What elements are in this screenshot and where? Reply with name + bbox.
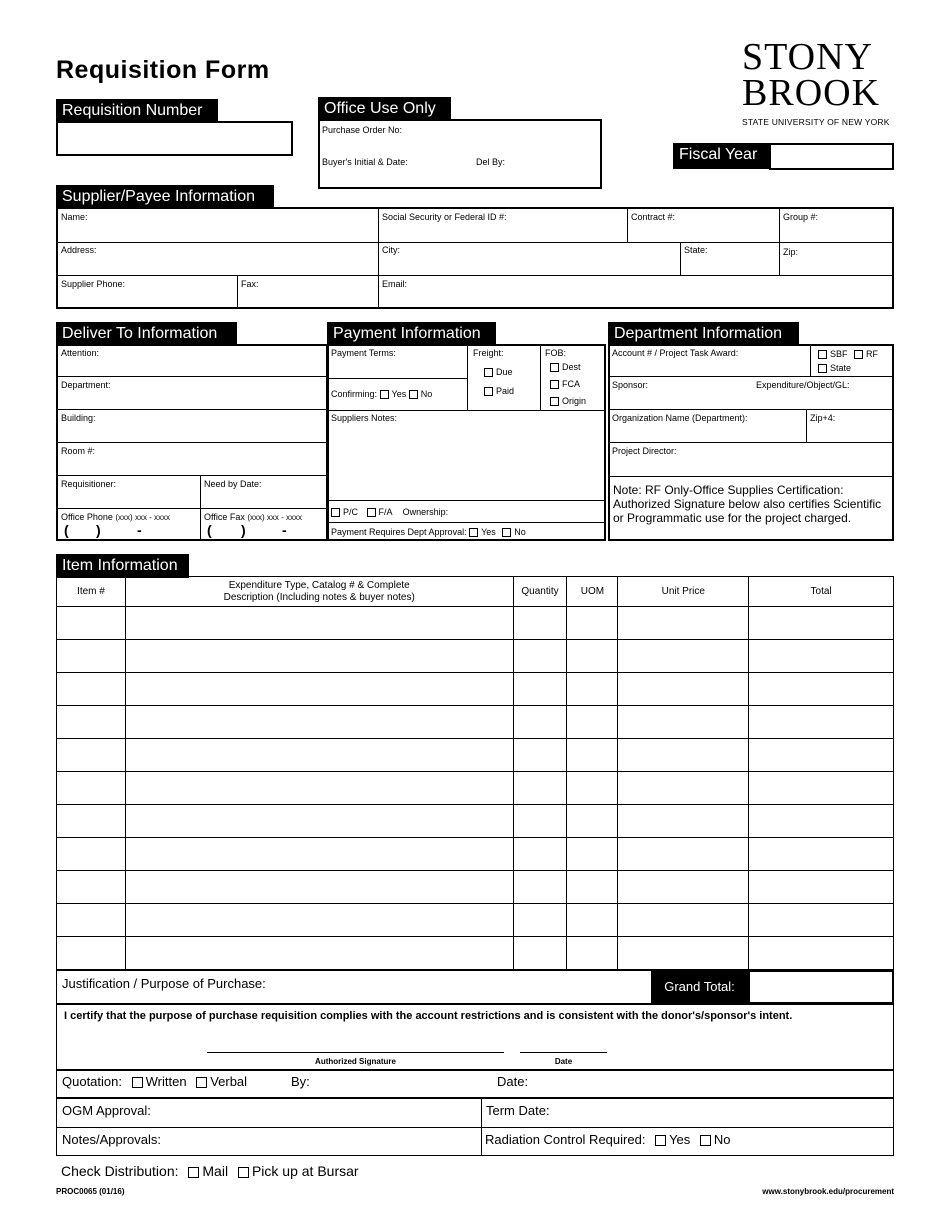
form-code: PROC0065 (01/16) bbox=[56, 1187, 125, 1196]
table-cell[interactable] bbox=[513, 706, 567, 739]
org-name-label: Organization Name (Department): bbox=[612, 413, 748, 423]
deliver-need-by-label: Need by Date: bbox=[204, 479, 262, 489]
department-header: Department Information bbox=[608, 322, 799, 346]
table-cell[interactable] bbox=[57, 805, 126, 838]
table-cell[interactable] bbox=[618, 640, 749, 673]
deliver-room-label: Room #: bbox=[61, 446, 96, 456]
table-row bbox=[57, 772, 894, 805]
date-line[interactable] bbox=[520, 1052, 607, 1053]
table-cell[interactable] bbox=[749, 640, 894, 673]
table-cell[interactable] bbox=[618, 607, 749, 640]
pc-label: P/C bbox=[343, 507, 359, 517]
ownership-label: Ownership: bbox=[402, 507, 449, 517]
logo-line1: STONY bbox=[742, 36, 873, 78]
term-date-label: Term Date: bbox=[486, 1103, 550, 1118]
office-fax-dash: - bbox=[282, 522, 287, 538]
po-number-label: Purchase Order No: bbox=[322, 125, 403, 135]
requisition-number-label: Requisition Number bbox=[56, 99, 218, 123]
sbf-checkbox[interactable] bbox=[818, 350, 827, 359]
notes-label: Notes/Approvals: bbox=[62, 1132, 161, 1147]
table-row bbox=[57, 706, 894, 739]
col-total: Total bbox=[749, 577, 894, 607]
quotation-label: Quotation: bbox=[62, 1074, 122, 1089]
office-phone-dash: - bbox=[137, 522, 142, 538]
table-cell[interactable] bbox=[57, 607, 126, 640]
pickup-label: Pick up at Bursar bbox=[251, 1163, 359, 1179]
radiation-row bbox=[485, 1132, 731, 1147]
deliver-attention-label: Attention: bbox=[61, 348, 100, 358]
sbf-label: SBF bbox=[830, 349, 848, 359]
fiscal-year-label: Fiscal Year bbox=[673, 143, 769, 169]
table-row bbox=[57, 673, 894, 706]
col-uom: UOM bbox=[567, 577, 618, 607]
table-cell[interactable] bbox=[513, 673, 567, 706]
quotation-written-label: Written bbox=[145, 1074, 187, 1089]
table-cell[interactable] bbox=[567, 937, 618, 970]
supplier-zip-label: Zip: bbox=[783, 247, 799, 257]
supplier-group-label: Group #: bbox=[783, 212, 819, 222]
justification-label: Justification / Purpose of Purchase: bbox=[62, 976, 266, 991]
radiation-yes-checkbox[interactable] bbox=[655, 1135, 666, 1146]
certify-text: I certify that the purpose of purchase requisition complies with the account restrictions and is consistent with the donor's/sponsor's intent. bbox=[64, 1010, 793, 1022]
quotation-date-label: Date: bbox=[497, 1074, 529, 1089]
office-phone-paren-open: ( bbox=[64, 522, 69, 538]
table-cell[interactable] bbox=[618, 871, 749, 904]
pickup-checkbox[interactable] bbox=[238, 1167, 249, 1178]
table-cell[interactable] bbox=[513, 640, 567, 673]
buyer-initial-label: Buyer's Initial & Date: bbox=[322, 157, 408, 167]
table-cell[interactable] bbox=[125, 871, 513, 904]
check-distribution-label: Check Distribution: bbox=[61, 1163, 179, 1179]
table-cell[interactable] bbox=[125, 904, 513, 937]
quotation-verbal-checkbox[interactable] bbox=[196, 1077, 207, 1088]
confirming-no-label: No bbox=[420, 389, 433, 399]
col-unit-price: Unit Price bbox=[618, 577, 749, 607]
table-cell[interactable] bbox=[513, 871, 567, 904]
sponsor-label: Sponsor: bbox=[612, 380, 649, 390]
table-cell[interactable] bbox=[125, 607, 513, 640]
items-table bbox=[56, 576, 894, 970]
office-fax-text: Office Fax bbox=[204, 512, 245, 522]
director-label: Project Director: bbox=[612, 446, 677, 456]
approval-yes-label: Yes bbox=[481, 527, 496, 537]
fob-fca-checkbox[interactable] bbox=[550, 380, 559, 389]
payment-terms-label: Payment Terms: bbox=[331, 348, 396, 358]
office-fax-format: (xxx) xxx - xxxx bbox=[247, 513, 303, 522]
table-cell[interactable] bbox=[125, 673, 513, 706]
signature-line[interactable] bbox=[207, 1052, 504, 1053]
ogm-box bbox=[56, 1098, 894, 1128]
table-cell[interactable] bbox=[513, 805, 567, 838]
supplier-header: Supplier/Payee Information bbox=[56, 185, 274, 209]
requisition-number-field[interactable] bbox=[56, 121, 293, 156]
rf-label: RF bbox=[866, 349, 879, 359]
table-cell[interactable] bbox=[57, 772, 126, 805]
table-cell[interactable] bbox=[749, 871, 894, 904]
confirming-no-checkbox[interactable] bbox=[409, 390, 418, 399]
approval-yes-checkbox[interactable] bbox=[469, 528, 478, 537]
state-checkbox[interactable] bbox=[818, 364, 827, 373]
table-cell[interactable] bbox=[749, 805, 894, 838]
quotation-row bbox=[62, 1074, 247, 1089]
fob-label: FOB: bbox=[545, 348, 567, 358]
freight-due-checkbox[interactable] bbox=[484, 368, 493, 377]
mail-label: Mail bbox=[202, 1163, 229, 1179]
logo-line2: BROOK bbox=[742, 72, 881, 114]
table-cell[interactable] bbox=[567, 673, 618, 706]
table-row bbox=[57, 805, 894, 838]
table-cell[interactable] bbox=[57, 838, 126, 871]
deliver-header: Deliver To Information bbox=[56, 322, 237, 346]
quotation-verbal-label: Verbal bbox=[210, 1074, 248, 1089]
items-header: Item Information bbox=[56, 554, 189, 578]
suppliers-notes-label: Suppliers Notes: bbox=[331, 413, 398, 423]
supplier-address-label: Address: bbox=[61, 245, 97, 255]
table-cell[interactable] bbox=[749, 739, 894, 772]
table-cell[interactable] bbox=[618, 739, 749, 772]
ownership-row bbox=[331, 507, 448, 518]
freight-label: Freight: bbox=[473, 348, 504, 358]
confirming-yes-label: Yes bbox=[391, 389, 407, 399]
col-quantity: Quantity bbox=[513, 577, 567, 607]
office-fax-paren-close: ) bbox=[241, 522, 246, 538]
col-description: Expenditure Type, Catalog # & Complete Description (Including notes & buyer notes) bbox=[125, 577, 513, 607]
fob-fca[interactable] bbox=[550, 379, 580, 390]
supplier-city-label: City: bbox=[382, 245, 400, 255]
supplier-name-label: Name: bbox=[61, 212, 88, 222]
supplier-email-label: Email: bbox=[382, 279, 408, 289]
account-label: Account # / Project Task Award: bbox=[612, 348, 739, 358]
table-cell[interactable] bbox=[567, 739, 618, 772]
table-cell[interactable] bbox=[618, 937, 749, 970]
logo-tagline: STATE UNIVERSITY OF NEW YORK bbox=[742, 117, 890, 127]
fob-origin[interactable] bbox=[550, 396, 586, 407]
notes-box bbox=[56, 1127, 894, 1156]
state-row bbox=[818, 363, 851, 374]
deliver-building-label: Building: bbox=[61, 413, 96, 423]
table-row bbox=[57, 871, 894, 904]
table-cell[interactable] bbox=[125, 739, 513, 772]
fob-dest-label: Dest bbox=[562, 362, 581, 372]
table-cell[interactable] bbox=[513, 739, 567, 772]
table-cell[interactable] bbox=[513, 904, 567, 937]
table-cell[interactable] bbox=[749, 673, 894, 706]
freight-due-label: Due bbox=[496, 367, 513, 377]
quotation-by-label: By: bbox=[291, 1074, 310, 1089]
confirming-yes-checkbox[interactable] bbox=[380, 390, 389, 399]
table-cell[interactable] bbox=[513, 937, 567, 970]
radiation-no-label: No bbox=[713, 1132, 731, 1147]
approval-row bbox=[331, 527, 526, 538]
rf-checkbox[interactable] bbox=[854, 350, 863, 359]
table-cell[interactable] bbox=[567, 640, 618, 673]
table-cell[interactable] bbox=[57, 871, 126, 904]
fob-origin-checkbox[interactable] bbox=[550, 397, 559, 406]
approval-no-checkbox[interactable] bbox=[502, 528, 511, 537]
office-phone-paren-close: ) bbox=[96, 522, 101, 538]
table-cell[interactable] bbox=[567, 904, 618, 937]
radiation-label: Radiation Control Required: bbox=[485, 1132, 646, 1147]
freight-paid-checkbox[interactable] bbox=[484, 387, 493, 396]
grand-total-label: Grand Total: bbox=[651, 971, 748, 1003]
table-cell[interactable] bbox=[57, 640, 126, 673]
supplier-contract-label: Contract #: bbox=[631, 212, 676, 222]
table-cell[interactable] bbox=[567, 706, 618, 739]
col-item-number: Item # bbox=[57, 577, 126, 607]
table-cell[interactable] bbox=[125, 838, 513, 871]
confirming-label: Confirming: bbox=[331, 389, 378, 399]
office-phone-text: Office Phone bbox=[61, 512, 113, 522]
office-phone-label bbox=[61, 512, 170, 523]
table-cell[interactable] bbox=[513, 772, 567, 805]
table-row bbox=[57, 607, 894, 640]
table-cell[interactable] bbox=[749, 904, 894, 937]
date-label: Date bbox=[554, 1057, 573, 1066]
table-cell[interactable] bbox=[749, 706, 894, 739]
table-cell[interactable] bbox=[513, 607, 567, 640]
table-cell[interactable] bbox=[567, 871, 618, 904]
table-cell[interactable] bbox=[618, 904, 749, 937]
table-cell[interactable] bbox=[618, 772, 749, 805]
table-cell[interactable] bbox=[567, 805, 618, 838]
table-cell[interactable] bbox=[749, 937, 894, 970]
approval-label: Payment Requires Dept Approval: bbox=[331, 527, 467, 537]
deliver-department-label: Department: bbox=[61, 380, 111, 390]
supplier-phone-label: Supplier Phone: bbox=[61, 279, 126, 289]
table-cell[interactable] bbox=[749, 607, 894, 640]
expenditure-label: Expenditure/Object/GL: bbox=[756, 380, 850, 390]
fiscal-year-field[interactable] bbox=[769, 143, 894, 170]
table-cell[interactable] bbox=[57, 904, 126, 937]
office-use-label: Office Use Only bbox=[318, 97, 451, 121]
table-cell[interactable] bbox=[125, 937, 513, 970]
table-cell[interactable] bbox=[618, 838, 749, 871]
fa-checkbox[interactable] bbox=[367, 508, 376, 517]
zip4-label: Zip+4: bbox=[810, 413, 836, 423]
table-cell[interactable] bbox=[618, 706, 749, 739]
table-row bbox=[57, 937, 894, 970]
confirming-row bbox=[331, 389, 432, 400]
table-cell[interactable] bbox=[125, 640, 513, 673]
table-cell[interactable] bbox=[567, 772, 618, 805]
table-cell[interactable] bbox=[567, 607, 618, 640]
supplier-state-label: State: bbox=[684, 245, 708, 255]
office-phone-format: (xxx) xxx - xxxx bbox=[115, 513, 171, 522]
grand-total-field[interactable] bbox=[748, 970, 894, 1004]
table-cell[interactable] bbox=[125, 706, 513, 739]
table-cell[interactable] bbox=[125, 772, 513, 805]
table-cell[interactable] bbox=[57, 739, 126, 772]
table-row bbox=[57, 739, 894, 772]
fob-origin-label: Origin bbox=[562, 396, 587, 406]
table-cell[interactable] bbox=[57, 673, 126, 706]
table-cell[interactable] bbox=[567, 838, 618, 871]
table-cell[interactable] bbox=[618, 805, 749, 838]
radiation-no-checkbox[interactable] bbox=[700, 1135, 711, 1146]
freight-due[interactable] bbox=[484, 367, 513, 378]
check-distribution-row bbox=[61, 1163, 359, 1179]
pc-checkbox[interactable] bbox=[331, 508, 340, 517]
payment-header: Payment Information bbox=[327, 322, 496, 346]
items-header-row bbox=[57, 577, 894, 607]
table-cell[interactable] bbox=[57, 937, 126, 970]
table-cell[interactable] bbox=[749, 772, 894, 805]
page-title: Requisition Form bbox=[56, 56, 270, 84]
fob-dest[interactable] bbox=[550, 362, 581, 373]
fa-label: F/A bbox=[378, 507, 393, 517]
table-cell[interactable] bbox=[618, 673, 749, 706]
ogm-label: OGM Approval: bbox=[62, 1103, 151, 1118]
state-label: State bbox=[830, 363, 852, 373]
supplier-fax-label: Fax: bbox=[241, 279, 259, 289]
office-fax-label bbox=[204, 512, 302, 523]
fob-fca-label: FCA bbox=[562, 379, 580, 389]
sbf-rf-row bbox=[818, 349, 878, 360]
approval-no-label: No bbox=[514, 527, 526, 537]
rf-note: Note: RF Only-Office Supplies Certification: Authorized Signature below also certifies Scientific or Programmatic use for the project charged. bbox=[613, 483, 882, 525]
fob-dest-checkbox[interactable] bbox=[550, 363, 559, 372]
table-cell[interactable] bbox=[749, 838, 894, 871]
deliver-requisitioner-label: Requisitioner: bbox=[61, 479, 117, 489]
table-cell[interactable] bbox=[513, 838, 567, 871]
radiation-yes-label: Yes bbox=[669, 1132, 691, 1147]
freight-paid-label: Paid bbox=[496, 386, 515, 396]
office-fax-paren-open: ( bbox=[207, 522, 212, 538]
table-row bbox=[57, 640, 894, 673]
supplier-ssn-label: Social Security or Federal ID #: bbox=[382, 212, 507, 222]
del-by-label: Del By: bbox=[476, 157, 506, 167]
mail-checkbox[interactable] bbox=[188, 1167, 199, 1178]
freight-paid[interactable] bbox=[484, 386, 514, 397]
table-row bbox=[57, 838, 894, 871]
table-cell[interactable] bbox=[125, 805, 513, 838]
website: www.stonybrook.edu/procurement bbox=[762, 1187, 894, 1196]
quotation-written-checkbox[interactable] bbox=[132, 1077, 143, 1088]
signature-label: Authorized Signature bbox=[315, 1057, 396, 1066]
table-cell[interactable] bbox=[57, 706, 126, 739]
table-row bbox=[57, 904, 894, 937]
